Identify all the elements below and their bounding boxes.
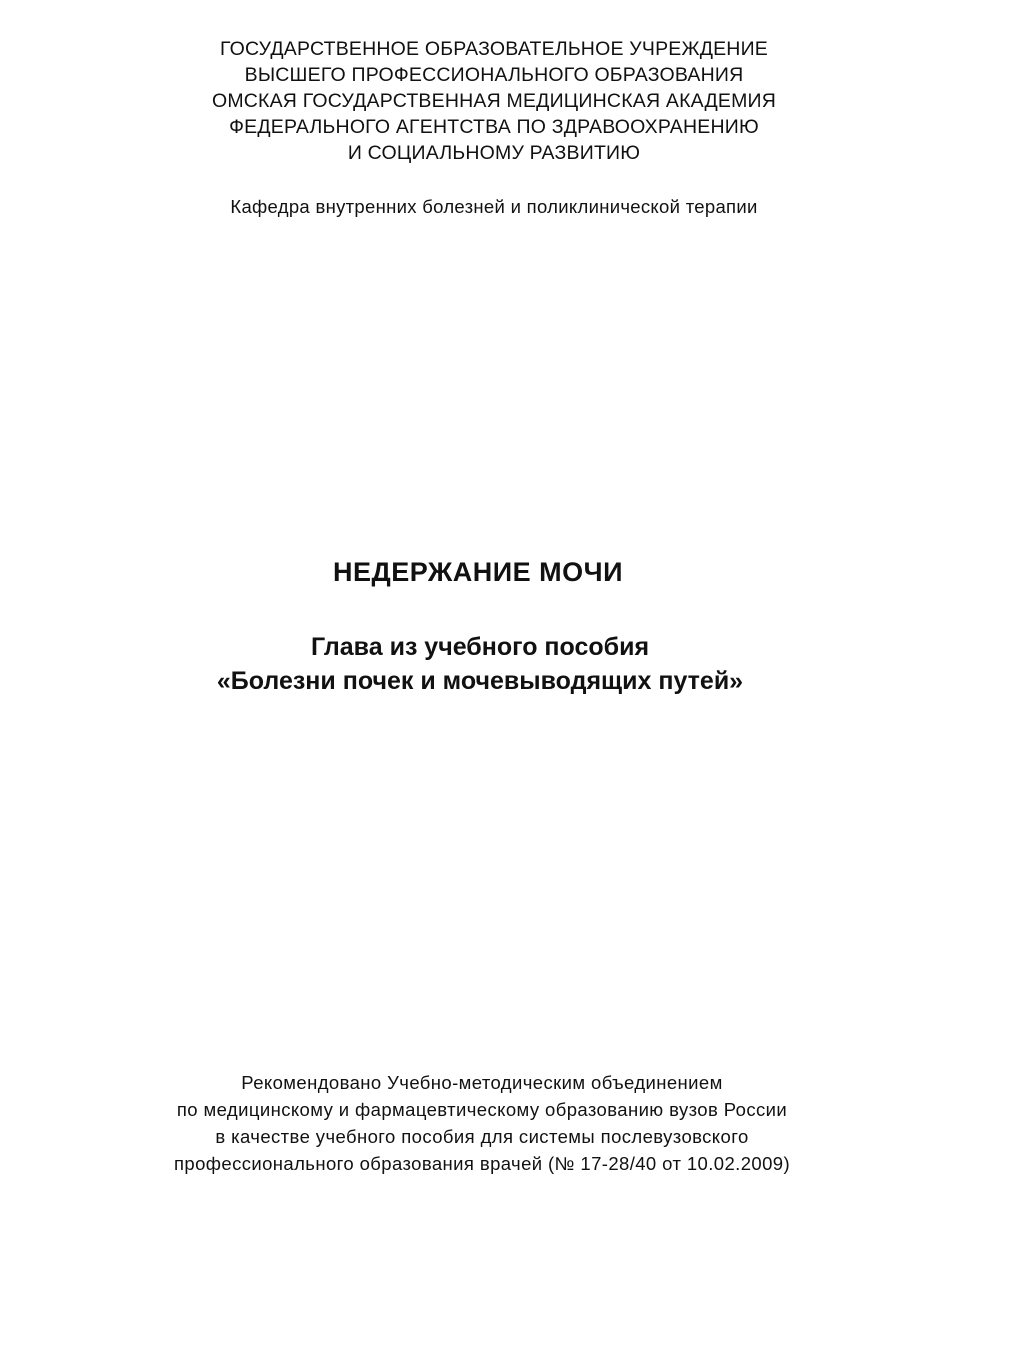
institution-header — [0, 36, 1000, 166]
recommendation-line: Рекомендовано Учебно-методическим объединением — [241, 1072, 723, 1093]
recommendation-note — [0, 1069, 988, 1177]
institution-line: ГОСУДАРСТВЕННОЕ ОБРАЗОВАТЕЛЬНОЕ УЧРЕЖДЕНИЕ — [219, 38, 769, 60]
subtitle-line: Глава из учебного пособия — [310, 633, 650, 661]
recommendation-line: профессионального образования врачей (№ 17-28/40 от 10.02.2009) — [173, 1153, 791, 1174]
institution-line: И СОЦИАЛЬНОМУ РАЗВИТИЮ — [347, 142, 641, 164]
subtitle-line: «Болезни почек и мочевыводящих путей» — [216, 667, 744, 695]
institution-line: ОМСКАЯ ГОСУДАРСТВЕННАЯ МЕДИЦИНСКАЯ АКАДЕМИЯ — [211, 90, 777, 112]
institution-line: ФЕДЕРАЛЬНОГО АГЕНТСТВА ПО ЗДРАВООХРАНЕНИЮ — [229, 116, 759, 138]
recommendation-line: в качестве учебного пособия для системы послевузовского — [215, 1126, 749, 1147]
institution-line: ВЫСШЕГО ПРОФЕССИОНАЛЬНОГО ОБРАЗОВАНИЯ — [244, 64, 744, 86]
document-subtitle — [0, 630, 986, 698]
document-title: НЕДЕРЖАНИЕ МОЧИ — [332, 557, 624, 587]
recommendation-line: по медицинскому и фармацевтическому образованию вузов России — [176, 1099, 788, 1120]
department-name: Кафедра внутренних болезней и поликлинической терапии — [230, 196, 758, 217]
